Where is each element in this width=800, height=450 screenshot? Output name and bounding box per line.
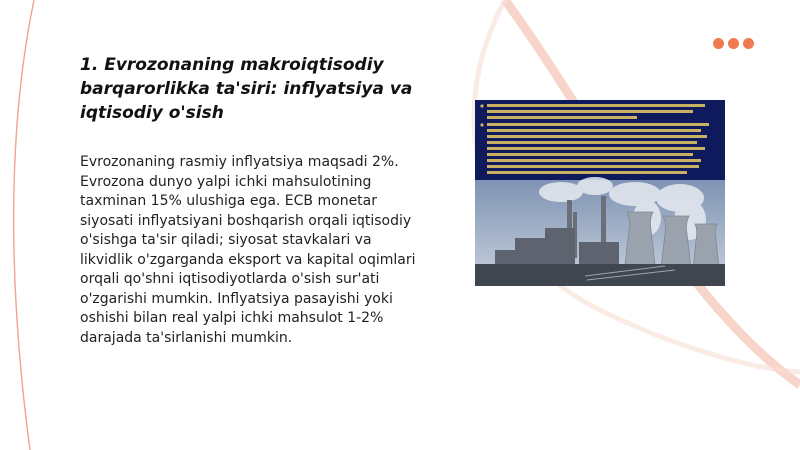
- dot-icon: [728, 38, 739, 49]
- slide-body-text: Evrozonaning rasmiy inflyatsiya maqsadi 2%. Evrozona dunyo yalpi ichki mahsulotining taxminan 15% ulushiga ega. ECB monetar siyosati inflyatsiyani boshqarish orqali iqtisodiy o'sishga ta'sir qiladi; siyosat stavkalari va likvidlik o'zgarganda eksport va kapital oqimlari orqali qo'shni iqtisodiyotlarda o'sish sur'ati o'zgarishi mumkin. Inflyatsiya pasayishi yoki oshishi bilan real yalpi ichki mahsulot 1-2% darajada ta'sirlanishi mumkin.: [80, 154, 416, 346]
- slide-title: 1. Evrozonaning makroiqtisodiy barqarorlikka ta'siri: inflyatsiya va iqtisodiy o'sish: [80, 55, 413, 123]
- dot-icon: [743, 38, 754, 49]
- decorative-dots: [713, 38, 754, 49]
- dot-icon: [713, 38, 724, 49]
- power-plant-photo-icon: [475, 100, 725, 286]
